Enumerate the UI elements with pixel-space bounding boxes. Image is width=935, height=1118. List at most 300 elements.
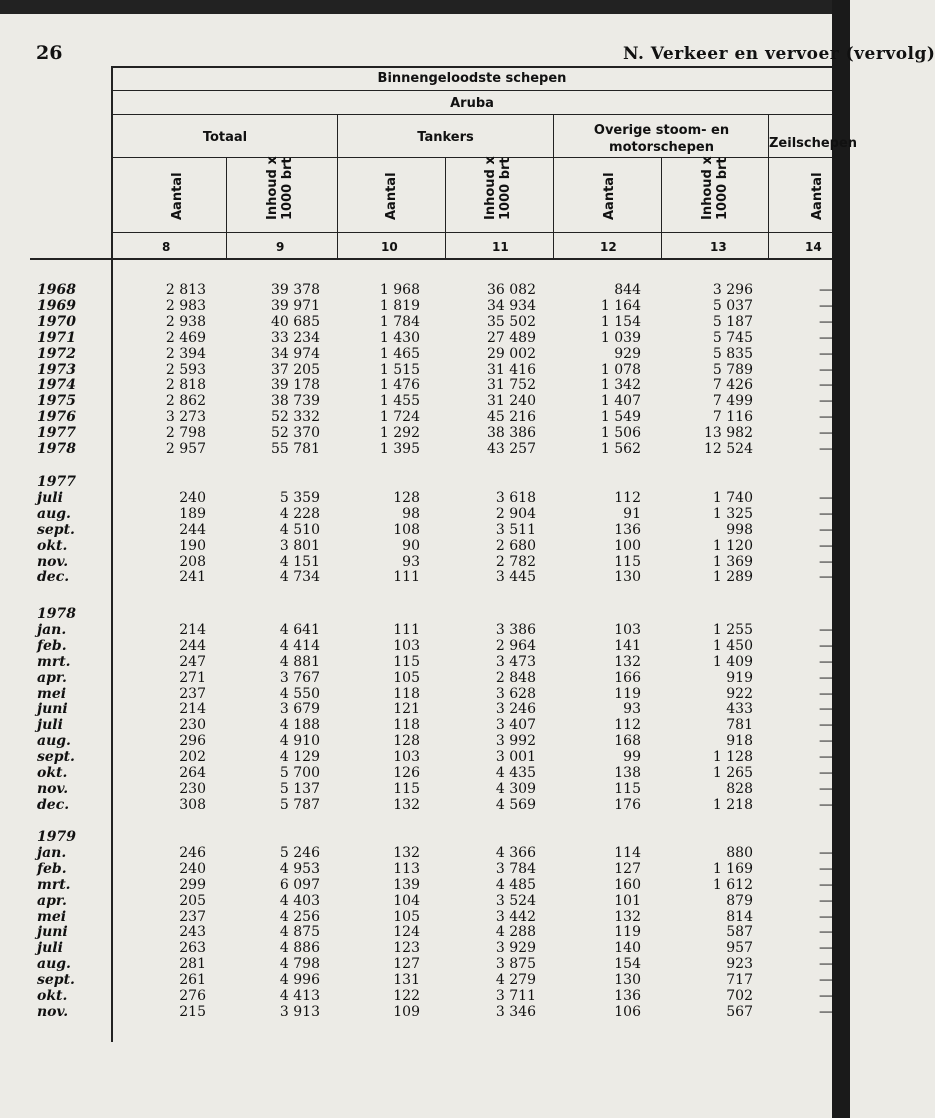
cell-col-13: 5 037 [712,297,753,314]
cell-col-8: 241 [179,569,206,586]
cell-col-9: 4 910 [279,733,320,750]
cell-col-8: 230 [179,780,206,797]
cell-col-12: 115 [614,553,641,570]
table-row [0,362,850,378]
cell-col-11: 3 524 [495,892,536,909]
table-row [0,522,850,538]
cell-col-14: — [819,956,833,973]
cell-col-9: 52 332 [271,409,320,426]
cell-col-10: 1 784 [379,313,420,330]
cell-col-14: — [819,329,833,346]
row-label: 1968 [37,282,76,298]
cell-col-12: 114 [614,844,641,861]
row-label: 1976 [37,409,76,426]
cell-col-14: — [819,669,833,686]
cell-col-8: 189 [179,505,206,522]
cell-col-12: 130 [614,569,641,586]
cell-col-12: 136 [614,988,641,1004]
cell-col-8: 237 [179,685,206,702]
cell-col-10: 1 395 [379,441,420,457]
col-divider-6 [661,157,662,258]
cell-col-11: 4 569 [495,796,536,813]
cell-col-13: 879 [726,892,753,909]
cell-col-9: 3 913 [279,1003,320,1020]
row-label: juli [37,940,63,957]
cell-col-11: 3 992 [495,733,536,750]
year-heading: 1978 [37,606,76,622]
cell-col-12: 844 [614,282,641,298]
table-row [0,701,850,717]
cell-col-11: 31 416 [487,361,536,378]
cell-col-10: 93 [402,553,420,570]
rule-top [112,66,832,68]
cell-col-13: 702 [726,988,753,1004]
cell-col-12: 99 [623,749,641,766]
cell-col-13: 433 [726,701,753,718]
cell-col-12: 119 [614,924,641,941]
cell-col-9: 4 881 [279,653,320,670]
cell-col-14: — [819,393,833,410]
cell-col-10: 1 819 [379,297,420,314]
cell-col-9: 4 151 [279,553,320,570]
row-label: 1977 [37,425,76,442]
cell-col-11: 4 288 [495,924,536,941]
cell-col-12: 929 [614,345,641,362]
cell-col-8: 2 818 [165,377,206,394]
col-label-13: Inhoud x 1000 brt [700,156,730,220]
cell-col-13: 12 524 [704,441,753,457]
cell-col-8: 190 [179,537,206,554]
cell-col-11: 38 386 [487,425,536,442]
cell-col-12: 138 [614,765,641,781]
cell-col-8: 276 [179,988,206,1004]
cell-col-9: 6 097 [279,876,320,893]
cell-col-12: 141 [614,637,641,654]
cell-col-14: — [819,844,833,861]
cell-col-8: 214 [179,621,206,638]
row-label: nov. [37,780,69,797]
cell-col-12: 1 039 [600,329,641,346]
cell-col-13: 922 [726,685,753,702]
col-divider-2 [553,114,554,258]
cell-col-9: 5 246 [279,844,320,861]
cell-col-13: 587 [726,924,753,941]
table-row [0,956,850,972]
cell-col-10: 126 [393,765,420,781]
cell-col-8: 2 983 [165,297,206,314]
cell-col-13: 919 [726,669,753,686]
cell-col-11: 27 489 [487,329,536,346]
cell-col-13: 1 255 [712,621,753,638]
cell-col-13: 1 218 [712,796,753,813]
col-number-8: 8 [162,240,171,254]
cell-col-14: — [819,345,833,362]
cell-col-10: 105 [393,908,420,925]
cell-col-12: 1 154 [600,313,641,330]
cell-col-13: 923 [726,956,753,973]
cell-col-12: 91 [623,505,641,522]
row-label: mei [37,908,67,925]
cell-col-10: 1 292 [379,425,420,442]
cell-col-13: 7 116 [712,409,753,426]
row-label: okt. [37,988,68,1004]
cell-col-10: 128 [393,733,420,750]
col-number-11: 11 [492,240,509,254]
cell-col-11: 4 279 [495,972,536,989]
cell-col-13: 1 120 [712,537,753,554]
table-row [0,797,850,813]
cell-col-10: 111 [393,569,420,586]
table-row [0,314,850,330]
rule-col-labels [112,232,832,233]
header-main: Binnengeloodste schepen [377,71,567,86]
cell-col-8: 202 [179,749,206,766]
table-row [0,298,850,314]
cell-col-9: 55 781 [271,441,320,457]
cell-col-10: 103 [393,637,420,654]
cell-col-9: 3 767 [279,669,320,686]
cell-col-12: 112 [614,717,641,734]
cell-col-14: — [819,409,833,426]
cell-col-14: — [819,988,833,1004]
cell-col-13: 7 499 [712,393,753,410]
cell-col-10: 111 [393,621,420,638]
cell-col-9: 40 685 [271,313,320,330]
cell-col-14: — [819,313,833,330]
group-overige: Overige stoom- en motorschepen [593,123,730,155]
cell-col-11: 3 711 [495,988,536,1004]
cell-col-14: — [819,441,833,457]
col-number-14: 14 [805,240,822,254]
row-label: 1974 [37,377,76,394]
table-row [0,554,850,570]
cell-col-14: — [819,637,833,654]
cell-col-9: 4 188 [279,717,320,734]
cell-col-14: — [819,733,833,750]
cell-col-14: — [819,425,833,442]
row-label: dec. [37,569,70,586]
cell-col-10: 1 515 [379,361,420,378]
table-row [0,765,850,781]
cell-col-12: 168 [614,733,641,750]
table-row [0,861,850,877]
cell-col-11: 3 445 [495,569,536,586]
cell-col-8: 2 593 [165,361,206,378]
cell-col-8: 264 [179,765,206,781]
row-label: okt. [37,537,68,554]
cell-col-9: 3 801 [279,537,320,554]
cell-col-10: 109 [393,1003,420,1020]
cell-col-11: 36 082 [487,282,536,298]
row-label: juni [37,701,68,718]
cell-col-9: 4 886 [279,940,320,957]
table-row [0,490,850,506]
cell-col-14: — [819,908,833,925]
cell-col-12: 93 [623,701,641,718]
cell-col-14: — [819,940,833,957]
cell-col-10: 139 [393,876,420,893]
cell-col-10: 121 [393,701,420,718]
row-label: juli [37,489,63,506]
col-number-12: 12 [600,240,617,254]
cell-col-12: 130 [614,972,641,989]
col-divider-5 [445,157,446,258]
row-label: feb. [37,860,67,877]
cell-col-14: — [819,701,833,718]
cell-col-14: — [819,282,833,298]
cell-col-10: 132 [393,844,420,861]
col-number-9: 9 [276,240,285,254]
cell-col-9: 52 370 [271,425,320,442]
table-row [0,506,850,522]
cell-col-14: — [819,860,833,877]
cell-col-8: 263 [179,940,206,957]
row-label: apr. [37,669,67,686]
cell-col-12: 1 164 [600,297,641,314]
row-label: sept. [37,749,75,766]
cell-col-9: 4 641 [279,621,320,638]
cell-col-13: 1 450 [712,637,753,654]
cell-col-9: 4 228 [279,505,320,522]
cell-col-8: 208 [179,553,206,570]
row-label: 1973 [37,361,76,378]
cell-col-10: 128 [393,489,420,506]
cell-col-10: 123 [393,940,420,957]
cell-col-9: 38 739 [271,393,320,410]
group-zeilschepen: Zeilschepen [769,136,858,151]
cell-col-8: 2 957 [165,441,206,457]
cell-col-13: 717 [726,972,753,989]
cell-col-10: 113 [393,860,420,877]
cell-col-14: — [819,685,833,702]
table-row [0,686,850,702]
row-label: mrt. [37,653,71,670]
cell-col-9: 37 205 [271,361,320,378]
cell-col-10: 1 430 [379,329,420,346]
cell-col-12: 100 [614,537,641,554]
table-row [0,845,850,861]
cell-col-9: 5 787 [279,796,320,813]
cell-col-10: 131 [393,972,420,989]
cell-col-11: 3 442 [495,908,536,925]
cell-col-8: 230 [179,717,206,734]
row-label: 1970 [37,313,76,330]
row-label: 1969 [37,297,76,314]
cell-col-8: 261 [179,972,206,989]
table-row [0,733,850,749]
cell-col-10: 105 [393,669,420,686]
cell-col-11: 3 001 [495,749,536,766]
cell-col-8: 2 862 [165,393,206,410]
cell-col-14: — [819,972,833,989]
year-heading: 1977 [37,474,76,490]
cell-col-14: — [819,765,833,781]
cell-col-11: 34 934 [487,297,536,314]
row-label: 1978 [37,441,76,457]
cell-col-9: 3 679 [279,701,320,718]
cell-col-9: 4 414 [279,637,320,654]
table-row [0,749,850,765]
cell-col-13: 5 835 [712,345,753,362]
row-label: feb. [37,637,67,654]
cell-col-14: — [819,717,833,734]
table-row [0,893,850,909]
cell-col-14: — [819,876,833,893]
cell-col-12: 1 407 [600,393,641,410]
cell-col-13: 1 169 [712,860,753,877]
cell-col-13: 998 [726,521,753,538]
cell-col-13: 5 745 [712,329,753,346]
cell-col-9: 4 875 [279,924,320,941]
cell-col-9: 39 971 [271,297,320,314]
rule-sub-header [112,114,832,115]
row-label: aug. [37,733,71,750]
cell-col-14: — [819,924,833,941]
page-number: 26 [36,42,63,64]
cell-col-13: 1 265 [712,765,753,781]
cell-col-11: 31 240 [487,393,536,410]
cell-col-10: 1 968 [379,282,420,298]
cell-col-12: 1 549 [600,409,641,426]
rule-main-header [112,90,832,91]
cell-col-9: 4 734 [279,569,320,586]
cell-col-13: 880 [726,844,753,861]
table-row [0,409,850,425]
cell-col-13: 814 [726,908,753,925]
cell-col-8: 281 [179,956,206,973]
cell-col-9: 4 996 [279,972,320,989]
cell-col-11: 45 216 [487,409,536,426]
cell-col-8: 3 273 [165,409,206,426]
table-row [0,377,850,393]
cell-col-11: 2 964 [495,637,536,654]
scan-top-border [0,0,850,14]
cell-col-13: 1 325 [712,505,753,522]
group-totaal: Totaal [202,130,248,145]
cell-col-14: — [819,569,833,586]
cell-col-14: — [819,521,833,538]
row-label: sept. [37,521,75,538]
cell-col-12: 154 [614,956,641,973]
cell-col-12: 103 [614,621,641,638]
cell-col-13: 1 289 [712,569,753,586]
cell-col-10: 1 465 [379,345,420,362]
cell-col-14: — [819,361,833,378]
row-label: sept. [37,972,75,989]
cell-col-8: 308 [179,796,206,813]
table-row [0,940,850,956]
cell-col-13: 1 612 [712,876,753,893]
cell-col-10: 103 [393,749,420,766]
cell-col-13: 781 [726,717,753,734]
cell-col-14: — [819,505,833,522]
table-row [0,622,850,638]
table-row [0,330,850,346]
table-row [0,569,850,585]
cell-col-8: 246 [179,844,206,861]
rule-header-bottom [30,258,832,260]
cell-col-14: — [819,377,833,394]
cell-col-14: — [819,489,833,506]
col-divider-4 [226,157,227,258]
cell-col-10: 1 455 [379,393,420,410]
cell-col-14: — [819,749,833,766]
col-number-13: 13 [710,240,727,254]
table-row [0,393,850,409]
cell-col-9: 4 413 [279,988,320,1004]
cell-col-12: 160 [614,876,641,893]
cell-col-12: 112 [614,489,641,506]
cell-col-12: 136 [614,521,641,538]
cell-col-11: 3 628 [495,685,536,702]
cell-col-8: 247 [179,653,206,670]
cell-col-10: 1 476 [379,377,420,394]
row-label: nov. [37,1003,69,1020]
cell-col-8: 299 [179,876,206,893]
cell-col-12: 1 562 [600,441,641,457]
cell-col-13: 1 409 [712,653,753,670]
row-label: jan. [37,844,67,861]
cell-col-12: 119 [614,685,641,702]
cell-col-9: 5 359 [279,489,320,506]
row-label: 1975 [37,393,76,410]
cell-col-10: 115 [393,653,420,670]
table-row [0,346,850,362]
row-label: 1971 [37,329,76,346]
cell-col-11: 2 782 [495,553,536,570]
table-row [0,654,850,670]
cell-col-8: 2 938 [165,313,206,330]
cell-col-8: 2 813 [165,282,206,298]
cell-col-9: 4 798 [279,956,320,973]
cell-col-14: — [819,553,833,570]
col-label-12: Aantal [602,172,617,220]
row-label: aug. [37,505,71,522]
col-number-10: 10 [381,240,398,254]
cell-col-11: 3 473 [495,653,536,670]
cell-col-13: 957 [726,940,753,957]
group-tankers: Tankers [417,130,474,145]
cell-col-11: 2 680 [495,537,536,554]
cell-col-13: 567 [726,1003,753,1020]
cell-col-10: 115 [393,780,420,797]
cell-col-11: 3 511 [495,521,536,538]
cell-col-9: 33 234 [271,329,320,346]
cell-col-14: — [819,796,833,813]
col-label-14: Aantal [810,172,825,220]
cell-col-10: 118 [393,717,420,734]
row-label: apr. [37,892,67,909]
cell-col-11: 4 309 [495,780,536,797]
cell-col-9: 4 403 [279,892,320,909]
cell-col-13: 5 187 [712,313,753,330]
cell-col-8: 244 [179,637,206,654]
cell-col-9: 4 550 [279,685,320,702]
cell-col-10: 132 [393,796,420,813]
cell-col-13: 3 296 [712,282,753,298]
row-label: dec. [37,796,70,813]
cell-col-10: 124 [393,924,420,941]
table-row [0,538,850,554]
cell-col-14: — [819,780,833,797]
row-label: aug. [37,956,71,973]
cell-col-11: 3 346 [495,1003,536,1020]
row-label: juli [37,717,63,734]
cell-col-9: 5 137 [279,780,320,797]
table-row [0,909,850,925]
cell-col-11: 31 752 [487,377,536,394]
table-row [0,988,850,1004]
